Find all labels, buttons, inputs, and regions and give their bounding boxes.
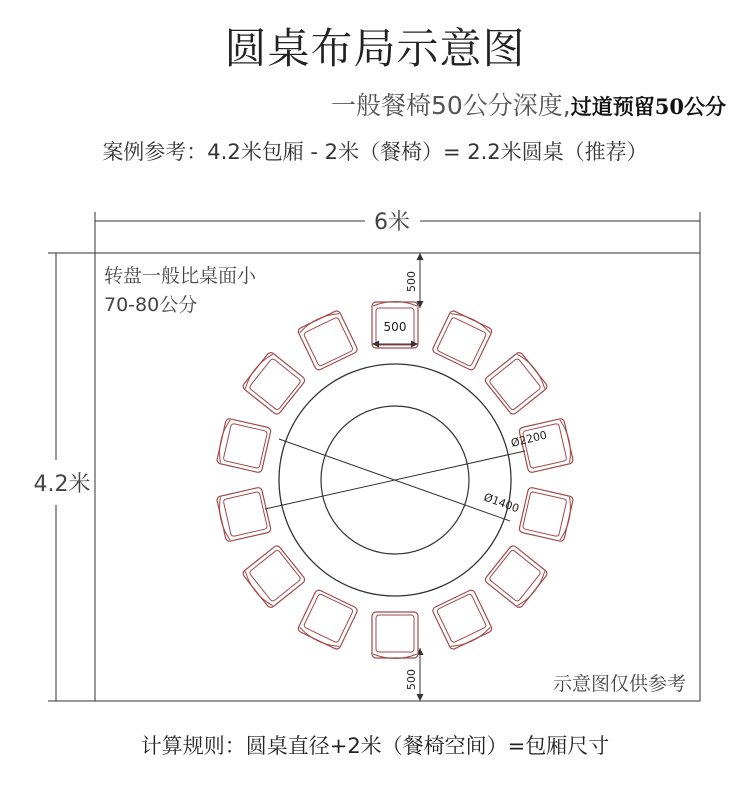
chair [372,612,418,659]
chair [484,544,549,609]
chair [216,487,272,542]
subtitle-aisle: 过道预留50公分 [570,94,726,119]
turntable-diameter-label: Ø1400 [481,490,521,516]
chair [432,309,494,371]
chair [241,351,306,416]
turntable-note-line-1: 转盘一般比桌面小 [104,265,257,287]
chair [241,544,306,609]
chair [432,589,494,651]
chair [519,487,575,542]
chair [484,351,549,416]
chair [216,418,272,473]
turntable-note-line-2: 70-80公分 [104,294,198,316]
chair [297,589,359,651]
page-title: 圆桌布局示意图 [224,24,526,73]
bottom-aisle-label: 500 [405,669,418,690]
height-label: 4.2米 [33,472,91,497]
top-aisle-label: 500 [405,271,418,292]
chair-width-label: 500 [383,320,407,334]
disclaimer-text: 示意图仅供参考 [552,673,686,695]
example-text: 案例参考：4.2米包厢 - 2米（餐椅）= 2.2米圆桌（推荐） [102,140,648,164]
table-diameter-label: Ø2200 [509,428,549,450]
calculation-rule: 计算规则：圆桌直径+2米（餐椅空间）=包厢尺寸 [140,734,610,758]
subtitle-chair-depth: 一般餐椅50公分深度, [331,91,571,120]
width-label: 6米 [374,210,410,235]
chair [297,309,359,371]
